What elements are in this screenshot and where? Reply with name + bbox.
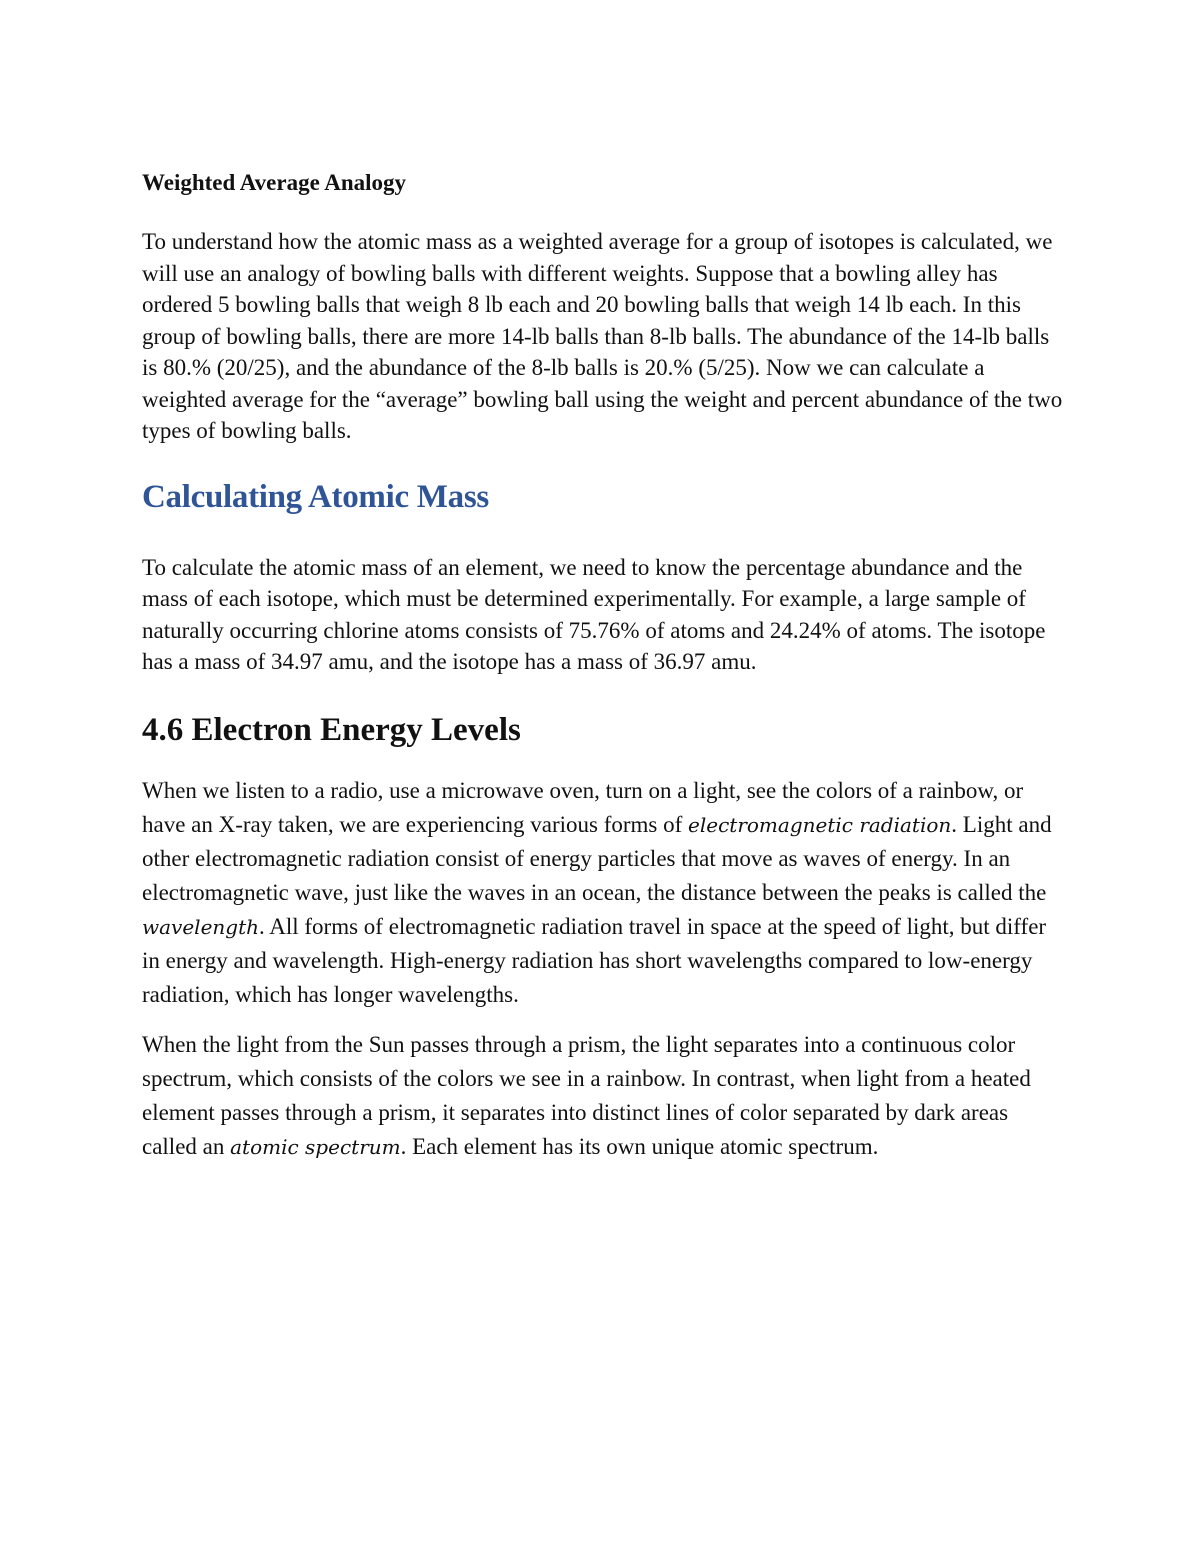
paragraph-text: . Each element has its own unique atomic spectrum. — [400, 1133, 879, 1159]
electromagnetic-radiation-paragraph — [142, 774, 1067, 1012]
atomic-spectrum-paragraph — [142, 1028, 1067, 1164]
term-electromagnetic-radiation: electromagnetic radiation — [688, 812, 952, 837]
paragraph-text: . Light and other electromagnetic radiation consist of energy particles that move as waves of energy. In an electromagnetic wave, just like the waves in an ocean, the distance between the peaks is called the — [142, 811, 1052, 905]
electron-energy-levels-heading: 4.6 Electron Energy Levels — [142, 711, 521, 748]
calculating-atomic-mass-heading: Calculating Atomic Mass — [142, 478, 489, 515]
paragraph-text: When the light from the Sun passes through a prism, the light separates into a continuous color spectrum, which consists of the colors we see in a rainbow. In contrast, when light from a heated element passes through a prism, it separates into distinct lines of color separated by dark areas called an — [142, 1031, 1031, 1159]
document-page — [142, 168, 1067, 1180]
calculating-atomic-mass-paragraph: To calculate the atomic mass of an element, we need to know the percentage abundance and the mass of each isotope, which must be determined experimentally. For example, a large sample of naturally occurring chlorine atoms consists of 75.76% of atoms and 24.24% of atoms. The isotope has a mass of 34.97 amu, and the isotope has a mass of 36.97 amu. — [142, 554, 1046, 674]
term-atomic-spectrum: atomic spectrum — [230, 1134, 401, 1159]
term-wavelength: wavelength — [142, 914, 260, 939]
paragraph-text: . All forms of electromagnetic radiation travel in space at the speed of light, but differ in energy and wavelength. High-energy radiation has short wavelengths compared to low-energy radiation, which has longer wavelengths. — [142, 913, 1047, 1007]
weighted-average-paragraph: To understand how the atomic mass as a weighted average for a group of isotopes is calculated, we will use an analogy of bowling balls with different weights. Suppose that a bowling alley has ordered 5 bowling balls that weigh 8 lb each and 20 bowling balls that weigh 14 lb each. In this group of bowling balls, there are more 14-lb balls than 8-lb balls. The abundance of the 14-lb balls is 80.% (20/25), and the abundance of the 8-lb balls is 20.% (5/25). Now we can calculate a weighted average for the “average” bowling ball using the weight and percent abundance of the two types of bowling balls. — [142, 229, 1063, 443]
paragraph-text: When we listen to a radio, use a microwave oven, turn on a light, see the colors of a rainbow, or have an X-ray taken, we are experiencing various forms of — [142, 777, 1024, 837]
weighted-average-heading: Weighted Average Analogy — [142, 170, 407, 195]
